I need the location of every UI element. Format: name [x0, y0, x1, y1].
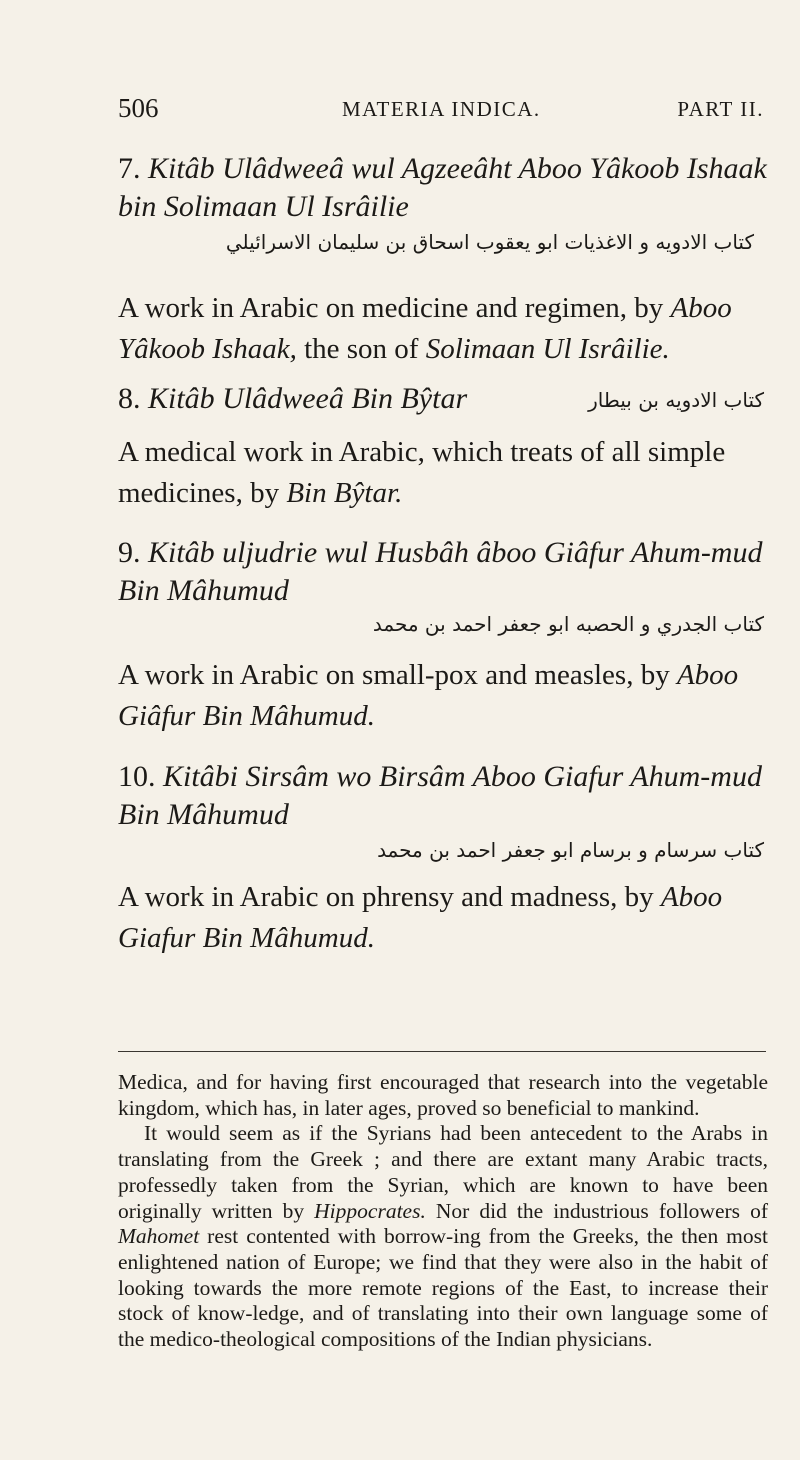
footnote-paragraph: It would seem as if the Syrians had been antecedent to the Arabs in translating from the Greek ; and there are extant many Arabic tracts, professedly taken from the Syrian, which are known to have been originally written by Hippocrates. Nor did the industrious followers of Mahomet rest contented with borrow-ing from the Greeks, the then most enlightened nation of Europe; we find that they were also in the habit of looking towards the more remote regions of the East, to increase their stock of know-ledge, and of translating into their own language some of the medico-theological compositions of the Indian physicians. — [118, 1121, 768, 1352]
arabic-title: كتاب الادويه بن بيطار — [588, 388, 764, 412]
arabic-title: كتاب سرسام و برسام ابو جعفر احمد بن محمد — [377, 838, 764, 862]
page-number: 506 — [118, 93, 159, 123]
entry-description: A work in Arabic on small-pox and measles, by Aboo Giâfur Bin Mâhumud. — [118, 659, 739, 732]
entry-description: A work in Arabic on phrensy and madness, by Aboo Giafur Bin Mâhumud. — [118, 881, 723, 954]
arabic-title: كتاب الادويه و الاغذيات ابو يعقوب اسحاق بن سليمان الاسرائيلي — [225, 230, 754, 254]
footnote-rule — [118, 1051, 766, 1052]
entry-title: 8. Kitâb Ulâdweeâ Bin Bŷtar — [118, 382, 468, 415]
footnote-paragraph: Medica, and for having first encouraged that research into the vegetable kingdom, which has, in later ages, proved so beneficial to mankind. — [118, 1070, 768, 1120]
entry-title: 7. Kitâb Ulâdweeâ wul Agzeeâht Aboo Yâkoob Ishaak bin Solimaan Ul Isrâilie — [118, 152, 767, 223]
running-head — [118, 93, 764, 127]
running-title: MATERIA INDICA. — [342, 97, 541, 121]
entry-description: A medical work in Arabic, which treats of all simple medicines, by Bin Bŷtar. — [118, 436, 726, 509]
part-label: PART II. — [677, 97, 764, 121]
footnote — [118, 1070, 768, 1353]
arabic-title: كتاب الجدري و الحصبه ابو جعفر احمد بن محمد — [372, 612, 764, 636]
entry-title: 9. Kitâb uljudrie wul Husbâh âboo Giâfur Ahum-mud Bin Mâhumud — [118, 536, 763, 607]
entry-title: 10. Kitâbi Sirsâm wo Birsâm Aboo Giafur Ahum-mud Bin Mâhumud — [118, 760, 762, 831]
entry-description: A work in Arabic on medicine and regimen, by Aboo Yâkoob Ishaak, the son of Solimaan Ul Isrâilie. — [118, 292, 732, 365]
